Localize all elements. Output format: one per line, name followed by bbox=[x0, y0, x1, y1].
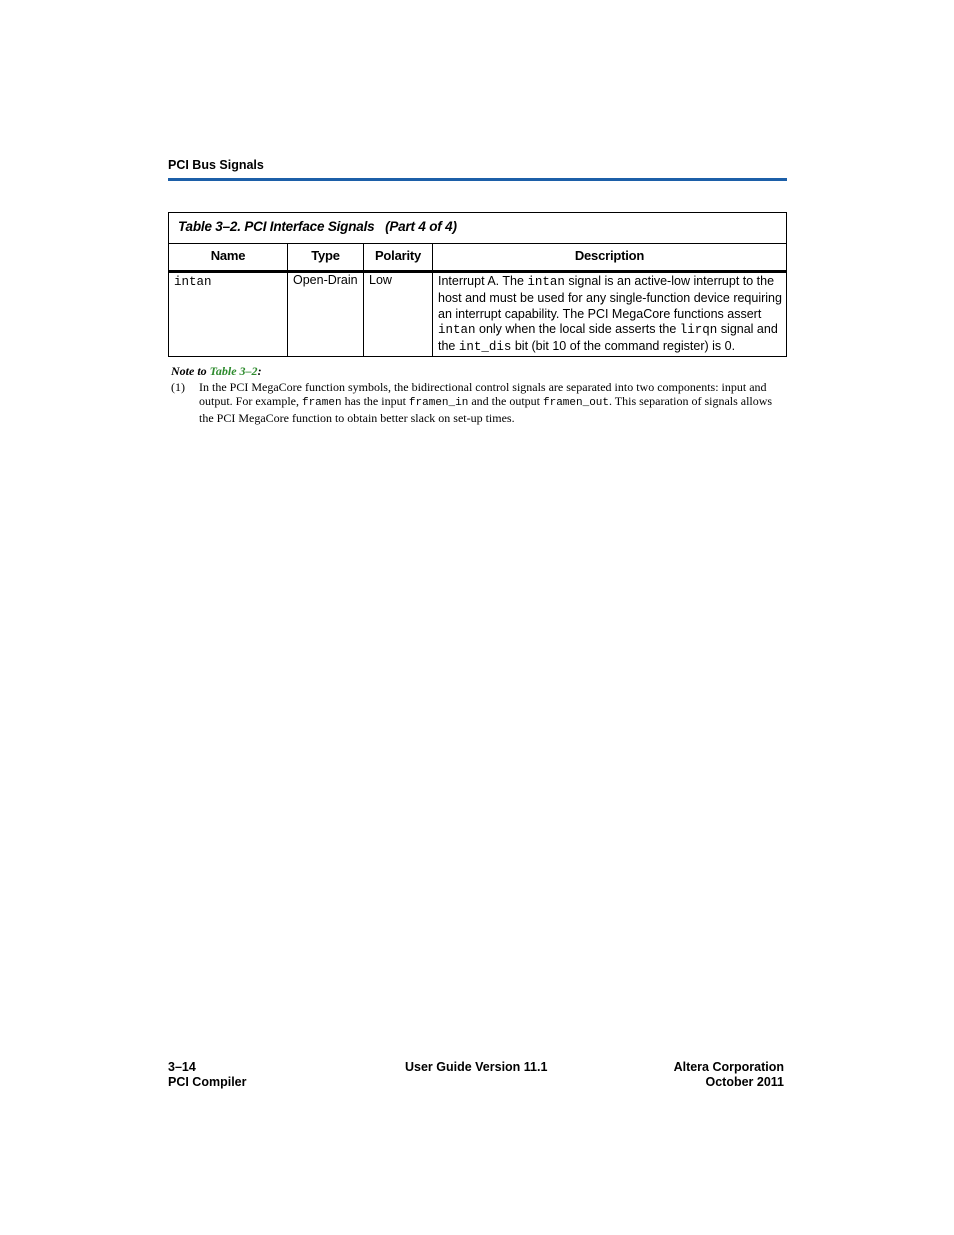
cell-signal-name: intan bbox=[174, 275, 212, 289]
column-header-type: Type bbox=[311, 248, 340, 263]
page-number: 3–14 bbox=[168, 1060, 196, 1074]
cell-signal-type: Open-Drain bbox=[293, 273, 358, 287]
footer-right bbox=[674, 1060, 784, 1090]
note-item bbox=[171, 380, 787, 426]
cell-signal-polarity: Low bbox=[369, 273, 392, 287]
footer-left bbox=[168, 1060, 247, 1090]
note-text: In the PCI MegaCore function symbols, the bidirectional control signals are separated into two components: input and output. For example, framen has the input framen_in and the output framen_out. This separation of signals allows the PCI MegaCore function to obtain better slack on set-up times. bbox=[199, 379, 773, 425]
publication-date: October 2011 bbox=[705, 1075, 784, 1089]
header-divider bbox=[169, 270, 786, 273]
column-header-description: Description bbox=[574, 248, 645, 263]
column-header-polarity: Polarity bbox=[374, 248, 422, 263]
table-caption: Table 3–2. PCI Interface Signals (Part 4 of 4) bbox=[178, 219, 457, 234]
guide-version: User Guide Version 11.1 bbox=[405, 1060, 548, 1074]
company-name: Altera Corporation bbox=[673, 1060, 784, 1074]
caption-divider bbox=[169, 243, 786, 244]
note-heading: Note to Table 3–2: bbox=[171, 364, 262, 378]
table-reference-link[interactable]: Table 3–2 bbox=[209, 364, 258, 378]
pci-interface-signals-table bbox=[168, 212, 787, 357]
header-rule bbox=[168, 178, 787, 181]
table-notes bbox=[171, 364, 787, 425]
running-header-title: PCI Bus Signals bbox=[168, 158, 264, 172]
product-name: PCI Compiler bbox=[168, 1075, 247, 1089]
cell-signal-description: Interrupt A. The intan signal is an active-low interrupt to the host and must be used for any single-function device requiring an interrupt capability. The PCI MegaCore functions assert intan only when the local side asserts the lirqn signal and the int_dis bit (bit 10 of the command register) is 0. bbox=[438, 274, 782, 355]
note-number: (1) bbox=[171, 379, 185, 394]
column-header-name: Name bbox=[210, 248, 246, 263]
